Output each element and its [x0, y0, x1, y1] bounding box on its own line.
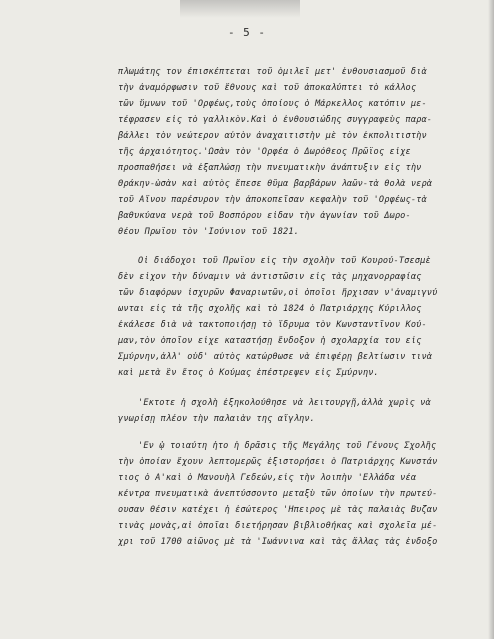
text-line: θέου Πρωΐου τὸν 'Ιούνιον τοῦ 1821. — [118, 227, 300, 237]
text-line: κέντρα πνευματικὰ ἀνεπτύσσοντο μεταξὺ τῶν ὁποίων τὴν πρωτεύ- — [118, 489, 438, 499]
text-line: τέφρασεν εἰς τὸ γαλλικὸν.Καὶ ὁ ἐνθουσιώδης συγγραφεὺς παρα- — [118, 115, 433, 125]
text-line: 'Εκτοτε ἡ σχολὴ ἐξηκολούθησε νὰ λειτουργῇ,ἀλλὰ χωρὶς νὰ — [138, 398, 431, 408]
text-line: τῶν διαφόρων ἰσχυρῶν Φαναριωτῶν,οἱ ὁποῖοι ἤρχισαν ν'ἀναμιγνύ — [118, 288, 438, 298]
text-line: μαν,τὸν ὁποῖον εἶχε καταστήσῃ ἔνδοξον ἡ σχολαρχία του εἰς — [118, 336, 422, 346]
text-line: τινὰς μονὰς,αἱ ὁποῖαι διετήρησαν βιβλιοθήκας καὶ σχολεῖα μέ- — [118, 521, 438, 531]
text-line: τῆς ἀρχαιότητος.'Ωσὰν τὸν 'Ορφέα ὁ Δωρόθεος Πρῶϊος εἶχε — [118, 147, 411, 157]
text-line: Σμύρνην,ἀλλ' οὐδ' αὐτὸς κατώρθωσε νὰ ἐπιφέρῃ βελτίωσιν τινὰ — [118, 352, 433, 362]
text-line: ωνται εἰς τὰ τῆς σχολῆς καὶ τὸ 1824 ὁ Πατριάρχης Κύριλλος — [118, 304, 422, 314]
text-line: γνωρίσῃ πλέον τὴν παλαιὰν της αἴγλην. — [118, 414, 315, 424]
page-number: - 5 - — [227, 26, 267, 39]
text-line: Θράκην-ὡσὰν καὶ αὐτὸς ἔπεσε θῦμα βαρβάρων λαῶν-τὰ θολὰ νερὰ — [118, 179, 433, 189]
text-line: τὴν ἀναμόρφωσιν τοῦ ἔθνους καὶ τοῦ ἀποκαλύπτει τὸ κάλλος — [118, 83, 417, 93]
scan-smudge — [180, 0, 300, 18]
text-line: 'Εν ᾧ τοιαύτη ἦτο ἡ δρᾶσις τῆς Μεγάλης τοῦ Γένους Σχολῆς — [138, 441, 437, 451]
text-line: χρι τοῦ 1700 αἰῶνος μὲ τὰ 'Ιωάννινα καὶ τὰς ἄλλας τὰς ἐνδοξο — [118, 537, 438, 547]
text-line: τιος ὁ Α'καὶ ὁ Μανουὴλ Γεδεών,εἰς τὴν λοιπὴν 'Ελλάδα νέα — [118, 473, 417, 483]
text-line: τῶν ὕμνων τοῦ 'Ορφέως,τοὺς ὁποίους ὁ Μάρκελλος κατόπιν με- — [118, 99, 427, 109]
text-line: ουσαν θέσιν κατέχει ἡ ἐσώτερος 'Ηπειρος μὲ τὰς παλαιὰς Βυζαν — [118, 505, 438, 515]
text-line: βαθυκύανα νερὰ τοῦ Βοσπόρου εἶδαν τὴν ἀγωνίαν τοῦ Δωρο- — [118, 211, 411, 221]
text-line: Οἱ διάδοχοι τοῦ Πρωΐου εἰς τὴν σχολὴν τοῦ Κουρού-Τσεσμὲ — [138, 256, 431, 266]
text-line: πλωμάτης τον έπισκέπτεται τοῦ ὁμιλεῖ μετ' ἐνθουσιασμοῦ διὰ — [118, 67, 427, 77]
text-line: προσπαθήσει νὰ ἐξαπλώσῃ τὴν πνευματικὴν ἀνάπτυξιν εἰς τὴν — [118, 163, 422, 173]
text-line: βάλλει τὸν νεώτερον αὐτὸν ἀναχαιτιστὴν μὲ τὸν ἐκπολιτιστὴν — [118, 131, 427, 141]
page-edge-shadow — [488, 0, 494, 639]
text-line: ἐκάλεσε διὰ νὰ τακτοποιήσῃ τὸ ἵδρυμα τὸν Κωνσταντῖνον Κού- — [118, 320, 427, 330]
text-line: δὲν εἶχον τὴν δύναμιν νὰ ἀντιστῶσιν εἰς τὰς μηχανορραφίας — [118, 272, 422, 282]
text-line: τοῦ Αἴνου παρέσυρον τὴν ἀποκοπεῖσαν κεφαλὴν τοῦ 'Ορφέως-τὰ — [118, 195, 427, 205]
text-line: καὶ μετὰ ἓν ἔτος ὁ Κούμας ἐπέστρεψεν εἰς Σμύρνην. — [118, 368, 379, 378]
text-line: τὴν ὁποίαν ἔχουν λεπτομερῶς ἐξιστορήσει ὁ Πατριάρχης Κωνστάν — [118, 457, 438, 467]
